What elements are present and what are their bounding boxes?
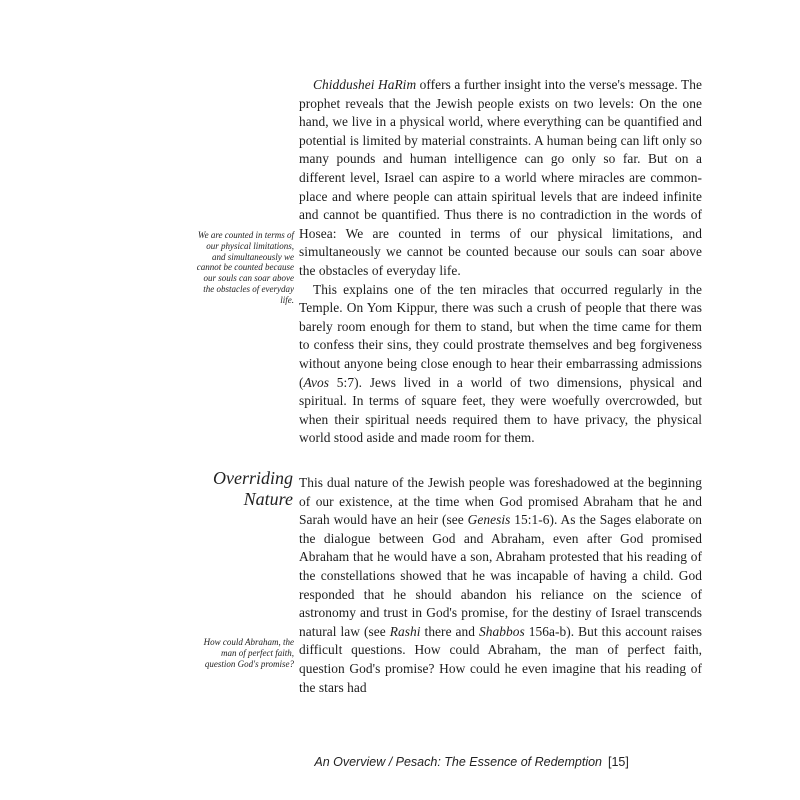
paragraph-chiddushei-harim [299, 76, 702, 448]
section-heading-line-1: Overriding [213, 468, 293, 488]
paragraph-dual-nature [299, 474, 702, 697]
paragraph-3-text-4: 156a-b). But this account raises difficult questions. How could Abraham, the man of perfect faith, question God's promise? How could he even imagine that his reading of the stars had [299, 623, 702, 695]
page-number: [15] [608, 755, 629, 769]
section-heading-overriding-nature [186, 468, 293, 510]
margin-note-counted: We are counted in terms of our physical limitations, and simultaneously we cannot be counted because our souls can soar above the obstacles of everyday life. [196, 230, 294, 305]
paragraph-2-text-b: 5:7). Jews lived in a world of two dimensions, physical and spiritual. In terms of square feet, they were woefully overcrowded, but when their spiritual needs required them to have privacy, the physical world stood aside and made room for them. [299, 374, 702, 446]
citation-shabbos: Shabbos [479, 623, 525, 639]
paragraph-3-text-2: 15:1-6). As the Sages elaborate on the dialogue between God and Abraham, even after God promised Abraham that he would have a son, Abraham protested that his reading of the constellations showed that he was incapable of having a child. God responded that he should abandon his reliance on the science of astronomy and trust in God's promise, for the destiny of Israel transcends natural law (see [299, 512, 702, 639]
paragraph-1-text: offers a further insight into the verse's message. The prophet reveals that the Jewish people exists on two levels: On the one hand, we live in a physical world, where everything can be quantified and potential is limited by material constraints. A human being can lift only so many pounds and human intelligence can go only so far. But on a different level, Israel can aspire to a world where miracles are common-place and where people can attain spiritual levels that are indeed infinite and cannot be quantified. Thus there is no contradiction in the words of Hosea: We are counted in terms of our physical limitations, and simultaneously we cannot be counted because our souls can soar above the obstacles of everyday life. [299, 77, 702, 278]
citation-rashi: Rashi [389, 623, 421, 639]
paragraph-2-text-a: This explains one of the ten miracles that occurred regularly in the Temple. On Yom Kippur, there was such a crush of people that there was barely room enough for them to stand, but when the time came for them to confess their sins, they could prostrate themselves and beg forgiveness without anyone being close enough to hear their embarrassing admissions ( [299, 281, 702, 390]
margin-note-abraham: How could Abraham, the man of perfect faith, question God's promise? [203, 637, 294, 669]
section-heading-line-2: Nature [243, 489, 293, 509]
citation-chiddushei-harim: Chiddushei HaRim [313, 77, 417, 92]
citation-avos: Avos [303, 374, 330, 390]
paragraph-3-text-3: there and [420, 623, 480, 639]
running-footer-title: An Overview / Pesach: The Essence of Redemption [314, 755, 602, 769]
citation-genesis: Genesis [467, 512, 511, 528]
paragraph-3-text-1: This dual nature of the Jewish people was foreshadowed at the beginning of our existence, at the time when God promised Abraham that he and Sarah would have an heir (see [299, 475, 702, 528]
